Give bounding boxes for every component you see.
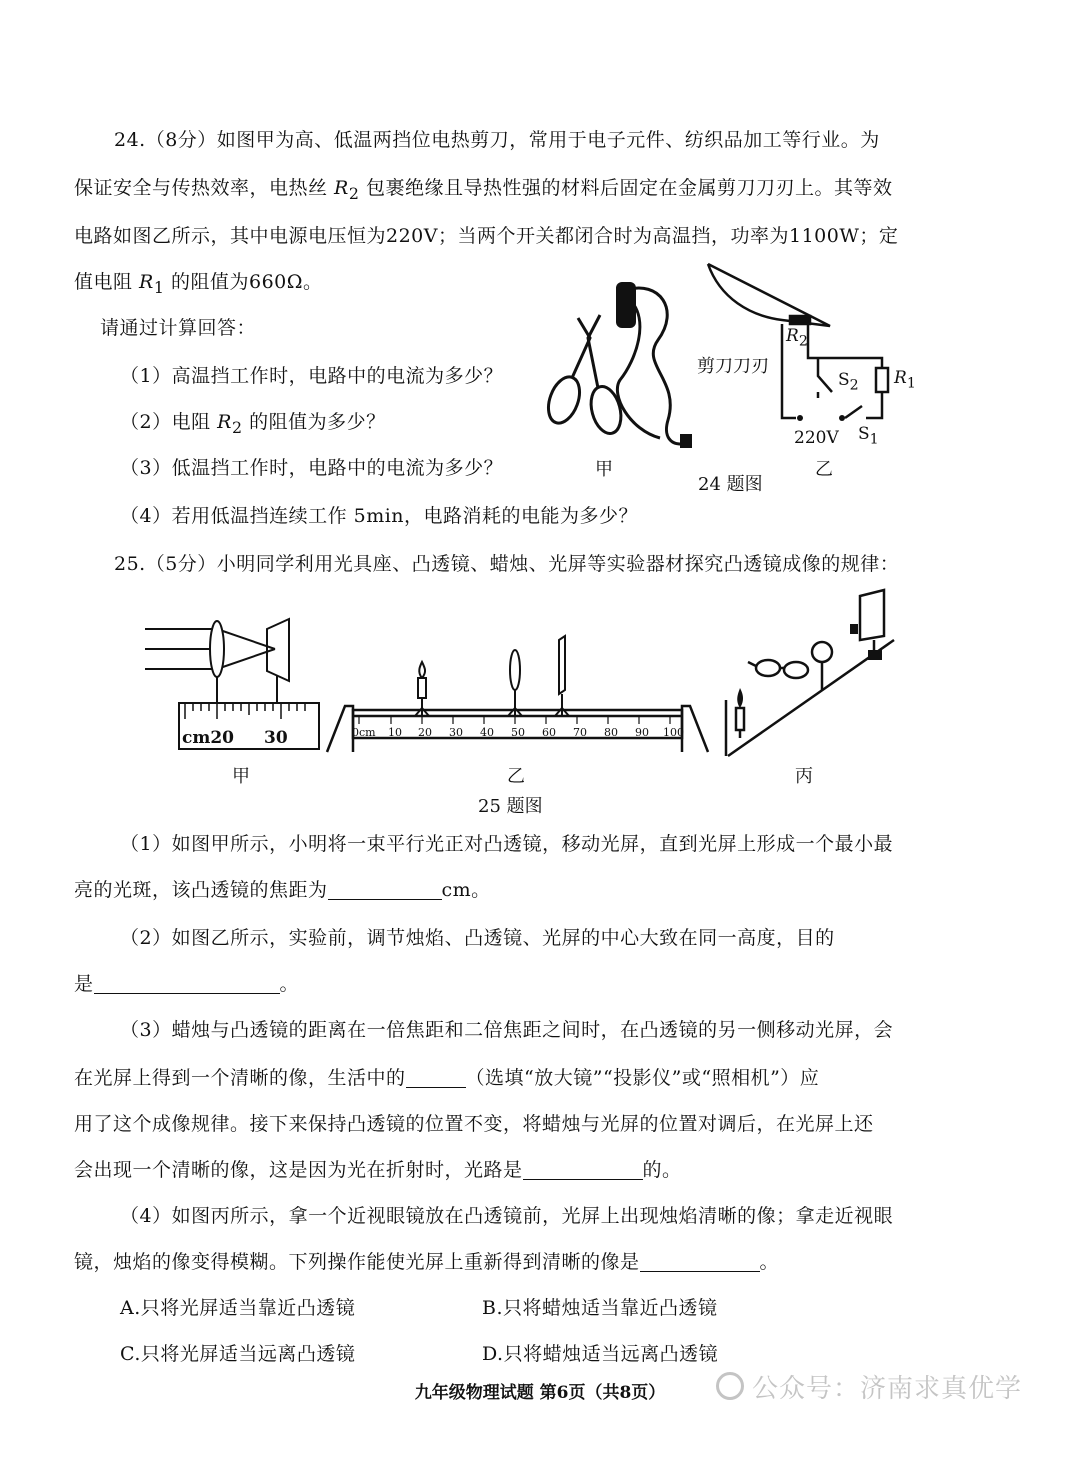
q24-prompt: 请通过计算回答： [100,317,257,339]
q24-sub3: （3）低温挡工作时，电路中的电流为多少？ [120,457,504,479]
option-a[interactable]: A.只将光屏适当靠近凸透镜 [120,1297,356,1319]
circuit-s2-label: $S_2$ [838,370,859,394]
q24-stem-line3: 电路如图乙所示，其中电源电压恒为220V；当两个开关都闭合时为高温挡，功率为1100W；定 [74,225,899,247]
q25-p4-line1: （4）如图丙所示，拿一个近视眼镜放在凸透镜前，光屏上出现烛焰清晰的像；拿走近视眼 [120,1205,894,1227]
q25-fig-caption: 25 题图 [478,796,543,817]
q25-p2-line2: 是 。 [74,973,300,995]
bench-label-80: 80 [604,726,618,739]
answer-blank-focal-length[interactable] [328,879,442,900]
bench-label-100: 100 [663,726,684,739]
option-b[interactable]: B.只将蜡烛适当靠近凸透镜 [482,1297,718,1319]
q25-fig-jia-label: 甲 [232,766,250,787]
bench-label-50: 50 [511,726,525,739]
bench-label-20: 20 [418,726,432,739]
focal-length-figure [145,615,325,755]
q24-stem-line4: 值电阻 $R_1$ 的阻值为660Ω。 [74,271,323,297]
bench-label-30: 30 [449,726,463,739]
q24-sub1: （1）高温挡工作时，电路中的电流为多少？ [120,365,504,387]
bench-label-0: 0cm [352,726,376,739]
q25-p3-line4: 会出现一个清晰的像，这是因为光在折射时，光路是 的。 [74,1159,682,1181]
q25-p1-line2: 亮的光斑，该凸透镜的焦距为 cm。 [74,879,491,901]
q24-fig-yi-label: 乙 [815,459,833,480]
bench-label-70: 70 [573,726,587,739]
q25-p3-line3: 用了这个成像规律。接下来保持凸透镜的位置不变，将蜡烛与光屏的位置对调后，在光屏上还 [74,1113,874,1135]
answer-blank-purpose[interactable] [94,973,280,994]
bench-label-90: 90 [635,726,649,739]
q25-p2-line1: （2）如图乙所示，实验前，调节烛焰、凸透镜、光屏的中心大致在同一高度，目的 [120,927,835,949]
circuit-r1-label: $R_1$ [894,368,916,392]
q25-fig-yi-label: 乙 [507,766,525,787]
scissors-figure [540,270,700,460]
q24-fig-jia-label: 甲 [595,459,613,480]
q24-stem-line1: 24.（8分）如图甲为高、低温两挡位电热剪刀，常用于电子元件、纺织品加工等行业。为 [114,129,880,151]
answer-blank-application[interactable] [406,1067,466,1088]
q25-stem: 25.（5分）小明同学利用光具座、凸透镜、蜡烛、光屏等实验器材探究凸透镜成像的规律： [114,553,900,575]
page-footer: 九年级物理试题 第6页（共8页） [414,1383,666,1403]
q24-stem-line2: 保证安全与传热效率，电热丝 $R_2$ 包裹绝缘且导热性强的材料后固定在金属剪刀刀刃上。其等效 [74,177,893,203]
q25-fig-bing-label: 丙 [795,766,813,787]
wechat-icon [716,1372,744,1400]
ruler-jia-label-20: cm20 [182,728,234,748]
circuit-s1-label: $S_1$ [858,424,879,448]
circuit-voltage-label: 220V [794,428,839,448]
circuit-r2-label: $R_2$ [786,326,808,350]
q25-p3-line2: 在光屏上得到一个清晰的像，生活中的 （选填“放大镜”“投影仪”或“照相机”）应 [74,1067,820,1089]
q24-sub2: （2）电阻 $R_2$ 的阻值为多少？ [120,411,386,437]
q25-p1-line1: （1）如图甲所示，小明将一束平行光正对凸透镜，移动光屏，直到光屏上形成一个最小最 [120,833,894,855]
ruler-jia-label-30: 30 [264,728,288,748]
q24-fig-caption: 24 题图 [698,474,763,495]
option-c[interactable]: C.只将光屏适当远离凸透镜 [120,1343,356,1365]
answer-blank-choice[interactable] [640,1251,760,1272]
watermark: 公众号：济南求真优学 [716,1368,1022,1405]
answer-blank-light-path[interactable] [523,1159,643,1180]
q25-p3-line1: （3）蜡烛与凸透镜的距离在一倍焦距和二倍焦距之间时，在凸透镜的另一侧移动光屏，会 [120,1019,894,1041]
q25-p4-line2: 镜，烛焰的像变得模糊。下列操作能使光屏上重新得到清晰的像是 。 [74,1251,780,1273]
myopia-glasses-figure [724,588,910,758]
bench-label-60: 60 [542,726,556,739]
circuit-blade-label: 剪刀刀刃 [697,356,769,377]
bench-label-10: 10 [388,726,402,739]
bench-label-40: 40 [480,726,494,739]
q24-sub4: （4）若用低温挡连续工作 5min，电路消耗的电能为多少？ [120,505,639,527]
option-d[interactable]: D.只将蜡烛适当远离凸透镜 [482,1343,719,1365]
